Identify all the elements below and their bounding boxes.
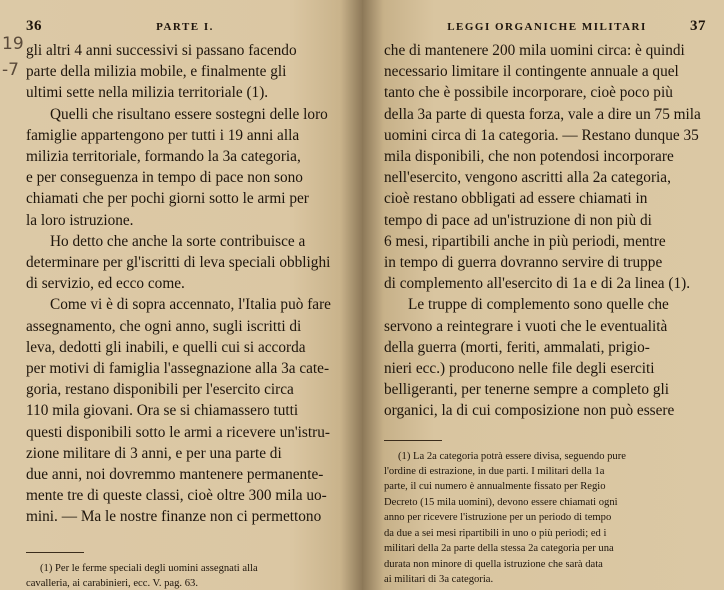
text-line: Quelli che risultano essere sostegni delle loro — [50, 105, 328, 123]
text-line: gli altri 4 anni successivi si passano facendo — [26, 42, 297, 59]
text-line: leva, dedotti gli inabili, e quelli cui si accorda — [26, 338, 306, 356]
text-line: questi disponibili sotto le armi a ricevere un'istru- — [26, 423, 330, 441]
text-line: Ho detto che anche la sorte contribuisce a — [50, 232, 306, 250]
left-page-body — [26, 40, 348, 528]
text-line: organici, la di cui composizione non può essere — [384, 402, 675, 420]
right-footnote — [384, 449, 706, 588]
text-line: della guerra (morti, feriti, ammalati, prigio- — [384, 338, 650, 356]
text-line: due anni, noi dovremmo mantenere permanente- — [26, 466, 324, 484]
left-footnote — [26, 561, 348, 590]
margin-note: -7 — [2, 60, 19, 80]
text-line: in tempo di guerra dovranno servire di truppe — [384, 254, 663, 272]
text-line: tempo di pace ad un'istruzione di non più di — [384, 211, 652, 229]
text-line: mente tre di queste classi, cioè oltre 300 mila uo- — [26, 487, 327, 505]
text-line: uomini circa di 1a categoria. — Restano dunque 35 — [384, 126, 699, 144]
text-line: servono a reintegrare i vuoti che le eventualità — [384, 317, 668, 335]
text-line: goria, restano disponibili per l'esercito circa — [26, 381, 294, 399]
text-line: 110 mila giovani. Ora se si chiamassero tutti — [26, 402, 299, 420]
footnote-line: ai militari di 3a categoria. — [384, 573, 494, 585]
text-line: determinare per gl'iscritti di leva speciali obblighi — [26, 254, 331, 272]
text-line: belligeranti, per tenerne sempre a completo gli — [384, 381, 670, 399]
text-line: ultimi sette nella milizia territoriale (1). — [26, 84, 269, 102]
text-line: mila disponibili, che non potendosi incorporare — [384, 148, 674, 166]
footnote-line: da due a sei mesi ripartibili in uno o più periodi; ed i — [384, 527, 607, 539]
text-line: necessario limitare il contingente annuale a quel — [384, 63, 679, 81]
text-line: tanto che è possibile incorporare, cioè poco più — [384, 84, 673, 102]
footnote-line: durata non minore di quella istruzione che sarà data — [384, 558, 603, 570]
margin-note: 19 — [2, 34, 24, 54]
text-line: zione militare di 3 anni, e per una parte di — [26, 444, 282, 462]
text-line: e per conseguenza in tempo di pace non sono — [26, 169, 303, 187]
footnote-line: l'ordine di estrazione, in due parti. I militari della 1a — [384, 466, 605, 478]
text-line: assegnamento, che ogni anno, sugli iscritti di — [26, 317, 302, 335]
running-title: PARTE I. — [156, 21, 214, 33]
text-line: che di mantenere 200 mila uomini circa: è quindi — [384, 42, 685, 59]
footnote-line: cavalleria, ai carabinieri, ecc. V. pag. 63. — [26, 578, 198, 590]
footnote-line: (1) Per le ferme speciali degli uomini assegnati alla — [40, 562, 258, 574]
footnote-rule — [26, 552, 84, 553]
footnote-rule — [384, 440, 442, 441]
text-line: nell'esercito, vengono ascritti alla 2a categoria, — [384, 169, 671, 187]
footnote-line: Decreto (15 mila uomini), devono essere chiamati ogni — [384, 496, 618, 508]
text-line: cioè restano obbligati ad essere chiamati in — [384, 190, 648, 208]
text-line: di complemento all'esercito di 1a e di 2a linea (1). — [384, 275, 691, 293]
text-line: milizia territoriale, formando la 3a categoria, — [26, 148, 301, 166]
text-line: di servizio, ed ecco come. — [26, 275, 185, 293]
text-line: la loro istruzione. — [26, 211, 134, 229]
left-page-header — [26, 18, 348, 40]
text-line: 6 mesi, ripartibili anche in più periodi, mentre — [384, 232, 666, 250]
footnote-line: anno per ricevere l'istruzione per un periodo di tempo — [384, 512, 612, 524]
footnote-line: parte, il cui numero è annualmente fissato per Regio — [384, 481, 606, 493]
footnote-line: (1) La 2a categoria potrà essere divisa, seguendo pure — [398, 450, 626, 462]
right-page-body — [384, 40, 706, 422]
text-line: famiglie appartengono per tutti i 19 anni alla — [26, 126, 300, 144]
running-title: LEGGI ORGANICHE MILITARI — [447, 21, 647, 33]
right-page — [362, 0, 724, 590]
text-line: Le truppe di complemento sono quelle che — [408, 296, 669, 314]
text-line: nieri ecc.) producono nelle file degli eserciti — [384, 360, 655, 378]
right-page-header — [384, 18, 706, 40]
text-line: Come vi è di sopra accennato, l'Italia può fare — [50, 296, 331, 314]
text-line: mini. — Ma le nostre finanze non ci permettono — [26, 508, 322, 526]
page-number: 37 — [689, 18, 706, 34]
text-line: parte della milizia mobile, e finalmente gli — [26, 63, 287, 81]
text-line: chiamati che per pochi giorni sotto le armi per — [26, 190, 309, 208]
text-line: della 3a parte di questa forza, vale a dire un 75 mila — [384, 105, 701, 123]
page-number: 36 — [26, 18, 42, 34]
footnote-line: militari della 2a parte della stessa 2a categoria per una — [384, 543, 614, 555]
text-line: per motivi di famiglia l'assegnazione alla 3a cate- — [26, 360, 330, 378]
